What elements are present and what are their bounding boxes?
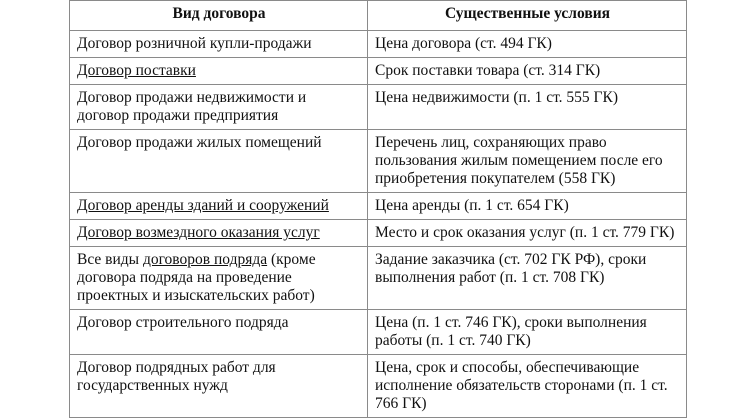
essential-conditions-cell: Место и срок оказания услуг (п. 1 ст. 779 ГК) bbox=[368, 220, 687, 247]
contract-type-cell bbox=[70, 355, 368, 418]
contract-conditions-table bbox=[69, 0, 687, 418]
table-row bbox=[70, 220, 687, 247]
essential-conditions-cell: Срок поставки товара (ст. 314 ГК) bbox=[368, 58, 687, 85]
contract-type-text: Договор розничной купли-продажи bbox=[77, 35, 312, 52]
essential-conditions-cell: Цена аренды (п. 1 ст. 654 ГК) bbox=[368, 193, 687, 220]
header-row bbox=[70, 1, 687, 31]
table-row bbox=[70, 355, 687, 418]
table-header bbox=[70, 1, 687, 31]
essential-conditions-cell: Цена (п. 1 ст. 746 ГК), сроки выполнения работы (п. 1 ст. 740 ГК) bbox=[368, 310, 687, 355]
contract-type-cell bbox=[70, 31, 368, 58]
contract-type-text: Договор продажи недвижимости и договор продажи предприятия bbox=[77, 89, 307, 124]
contract-type-text: Договор подрядных работ для государственных нужд bbox=[77, 359, 276, 394]
contract-type-text: Договор продажи жилых помещений bbox=[77, 134, 322, 151]
header-contract-type: Вид договора bbox=[70, 1, 368, 31]
table-row bbox=[70, 130, 687, 193]
table-row bbox=[70, 193, 687, 220]
table-row bbox=[70, 31, 687, 58]
contract-type-text: Договор строительного подряда bbox=[77, 314, 289, 331]
contract-type-cell bbox=[70, 85, 368, 130]
contract-type-cell bbox=[70, 193, 368, 220]
contract-type-cell bbox=[70, 220, 368, 247]
table-row bbox=[70, 58, 687, 85]
contract-type-link[interactable]: Договор поставки bbox=[77, 62, 196, 79]
essential-conditions-cell: Перечень лиц, сохраняющих право пользования жилым помещением после его приобретения покупателем (558 ГК) bbox=[368, 130, 687, 193]
table-row bbox=[70, 310, 687, 355]
header-essential-conditions: Существенные условия bbox=[368, 1, 687, 31]
contract-type-link[interactable]: Договор возмездного оказания услуг bbox=[77, 224, 320, 241]
table-row bbox=[70, 85, 687, 130]
contract-type-cell bbox=[70, 130, 368, 193]
essential-conditions-cell: Цена, срок и способы, обеспечивающие исполнение обязательств сторонами (п. 1 ст. 766 ГК) bbox=[368, 355, 687, 418]
contract-type-link[interactable]: договоров подряда bbox=[142, 251, 268, 268]
table-row bbox=[70, 247, 687, 310]
essential-conditions-cell: Цена договора (ст. 494 ГК) bbox=[368, 31, 687, 58]
contract-type-text: (кроме договора подряда на проведение проектных и изыскательских работ) bbox=[77, 251, 316, 304]
contract-type-cell bbox=[70, 58, 368, 85]
contract-type-cell bbox=[70, 310, 368, 355]
contract-type-link[interactable]: Договор аренды зданий и сооружений bbox=[77, 197, 329, 214]
contract-type-cell bbox=[70, 247, 368, 310]
essential-conditions-cell: Задание заказчика (ст. 702 ГК РФ), сроки выполнения работ (п. 1 ст. 708 ГК) bbox=[368, 247, 687, 310]
contract-type-text: Все виды bbox=[77, 251, 143, 268]
table-body bbox=[70, 31, 687, 418]
essential-conditions-cell: Цена недвижимости (п. 1 ст. 555 ГК) bbox=[368, 85, 687, 130]
